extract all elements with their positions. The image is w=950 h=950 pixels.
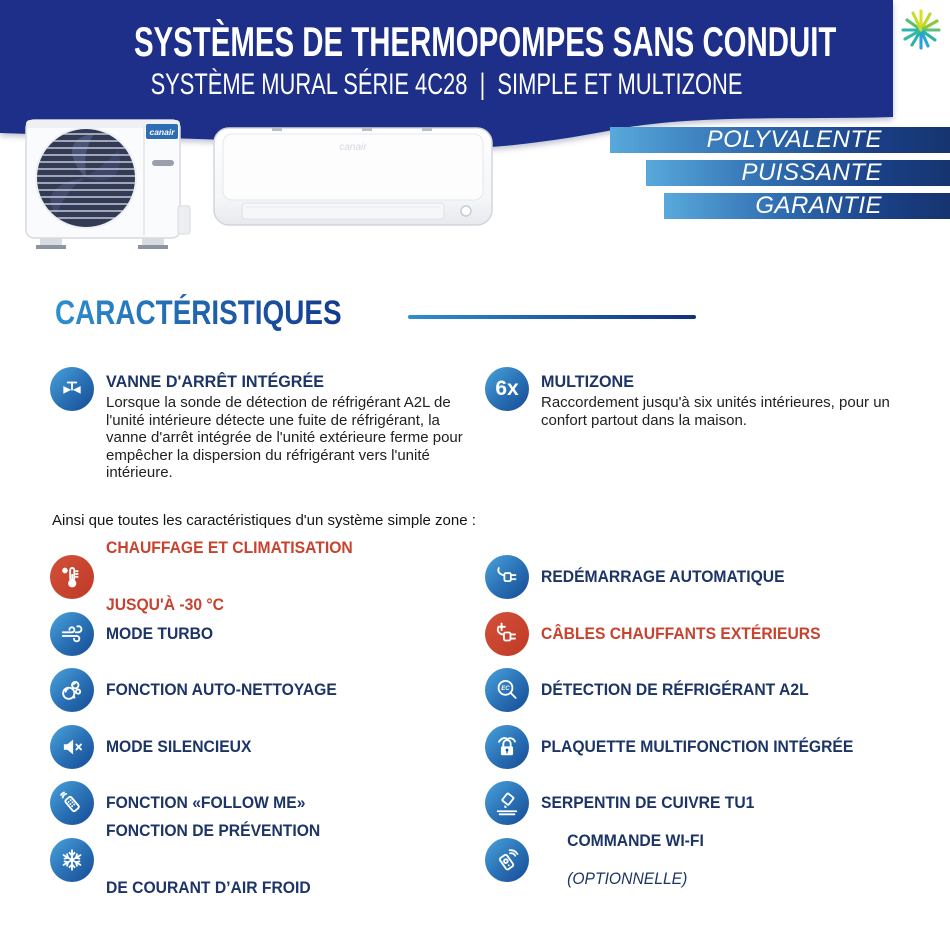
wifi-phone-icon — [485, 838, 529, 882]
feature-label-line2: JUSQU'À -30 °C — [106, 596, 225, 614]
snowflake-icon — [50, 838, 94, 882]
highlight-title: MULTIZONE — [541, 372, 635, 391]
refrigerant-detector-icon — [485, 668, 529, 712]
feature-label: DÉTECTION DE RÉFRIGÉRANT A2L — [541, 680, 809, 699]
feature-wifi-control — [485, 831, 712, 888]
heading-rule — [408, 315, 696, 319]
six-x-badge: 6x — [485, 367, 529, 411]
remote-control-icon — [50, 781, 94, 825]
mute-speaker-icon — [50, 725, 94, 769]
heating-cable-icon — [485, 612, 529, 656]
feature-label-optional: (OPTIONNELLE) — [567, 869, 688, 888]
feature-label: FONCTION AUTO-NETTOYAGE — [106, 680, 337, 699]
brand-badge: canair — [149, 127, 175, 137]
feature-label: SERPENTIN DE CUIVRE TU1 — [541, 793, 755, 812]
highlight-body: Lorsque la sonde de détection de réfrigérant A2L de l'unité intérieure détecte une fuite de réfrigérant, la vanne d'arrêt intégrée de l'unité extérieure ferme pour empêcher la dispersion du réfrigérant vers l'unité intérieure. — [106, 394, 463, 481]
ribbon-garantie: GARANTIE — [664, 193, 950, 219]
copper-coil-icon — [485, 781, 529, 825]
feature-label: CÂBLES CHAUFFANTS EXTÉRIEURS — [541, 624, 821, 643]
thermometer-icon — [50, 555, 94, 599]
brand-mark: canair — [339, 142, 367, 153]
intro-text: Ainsi que toutes les caractéristiques d'un système simple zone : — [52, 512, 476, 529]
highlight-title: VANNE D'ARRÊT INTÉGRÉE — [106, 372, 324, 391]
indoor-unit-image — [212, 126, 496, 230]
feature-label: CHAUFFAGE ET CLIMATISATION — [106, 539, 353, 557]
highlight-body: Raccordement jusqu'à six unités intérieures, pour un confort partout dans la maison. — [541, 394, 890, 429]
ribbon-puissante: PUISSANTE — [646, 160, 950, 186]
feature-label: REDÉMARRAGE AUTOMATIQUE — [541, 567, 785, 586]
feature-label-line2: DE COURANT D’AIR FROID — [106, 879, 311, 897]
feature-label: COMMANDE WI-FI — [567, 831, 704, 850]
feature-label: PLAQUETTE MULTIFONCTION INTÉGRÉE — [541, 737, 854, 756]
page-subtitle: SYSTÈME MURAL SÉRIE 4C28 | SIMPLE ET MULTIZONE — [150, 68, 743, 101]
feature-label: FONCTION «FOLLOW ME» — [106, 793, 306, 812]
turbo-wind-icon — [50, 612, 94, 656]
feature-cold-draft-prevention — [50, 822, 332, 897]
self-clean-bubbles-icon — [50, 668, 94, 712]
snowflake-logo-icon — [896, 4, 946, 56]
outdoor-unit-image — [22, 112, 194, 254]
multifunction-lock-icon — [485, 725, 529, 769]
ribbon-polyvalente: POLYVALENTE — [610, 127, 950, 153]
feature-label: MODE TURBO — [106, 624, 214, 643]
feature-label: FONCTION DE PRÉVENTION — [106, 822, 321, 840]
feature-label: MODE SILENCIEUX — [106, 737, 252, 756]
page-title: SYSTÈMES DE THERMOPOMPES SANS CONDUIT — [133, 18, 837, 65]
shutoff-valve-icon — [50, 367, 94, 411]
power-plug-icon — [485, 555, 529, 599]
section-heading: CARACTÉRISTIQUES — [55, 294, 342, 332]
detector-label: EC — [501, 686, 510, 692]
